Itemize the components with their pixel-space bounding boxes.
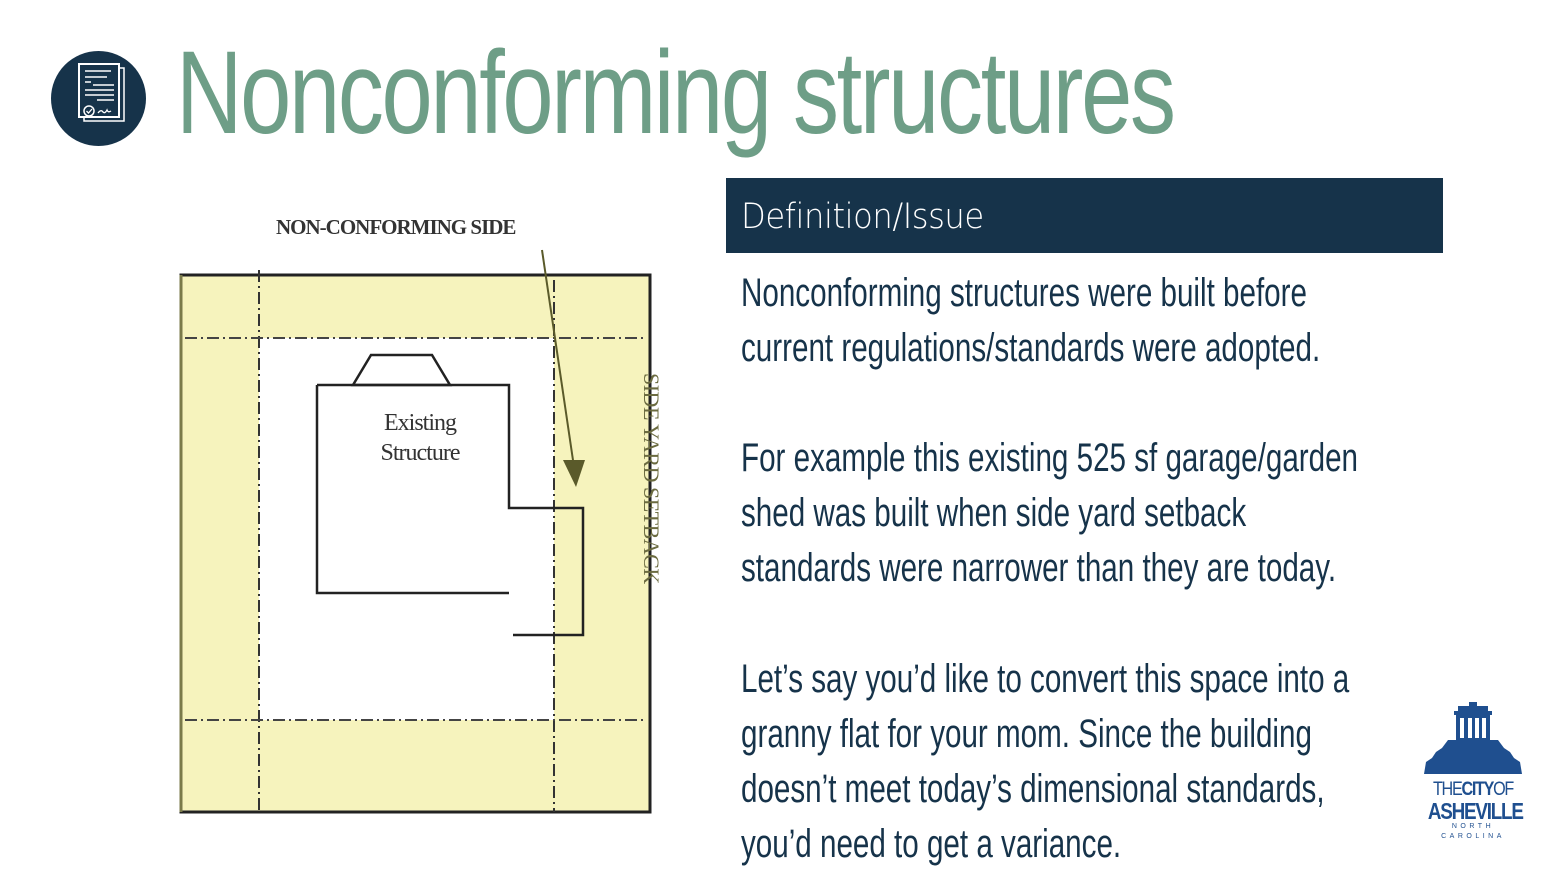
city-of-asheville-logo [1418, 700, 1528, 840]
paragraph-variance [741, 652, 1407, 872]
text-line: Nonconforming structures were built before [741, 271, 1307, 315]
logo-line-north-carolina: NORTH CAROLINA [1441, 823, 1505, 840]
existing-label-line2: Structure [380, 440, 460, 466]
text-line: granny flat for your mom. Since the building [741, 712, 1312, 756]
text-line: doesn’t meet today’s dimensional standards, [741, 767, 1325, 811]
paragraph-definition [741, 266, 1407, 376]
document-certificate-icon [51, 51, 146, 146]
page-title: Nonconforming structures [176, 27, 1174, 159]
existing-label-line1: Existing [383, 410, 456, 436]
non-conforming-side-label: NON-CONFORMING SIDE [276, 215, 516, 239]
definition-header [726, 178, 1443, 253]
text-line: standards were narrower than they are today. [741, 546, 1337, 590]
logo-line-asheville: ASHEVILLE [1427, 798, 1523, 824]
paragraph-example [741, 431, 1407, 596]
site-plan-illustration [170, 205, 670, 825]
text-line: For example this existing 525 sf garage/garden [741, 436, 1359, 480]
existing-structure-label [360, 408, 480, 468]
city-hall-building-icon [1418, 700, 1528, 780]
text-line: shed was built when side yard setback [741, 491, 1247, 535]
definition-header-label: Definition/Issue [741, 197, 984, 237]
setback-diagram [170, 205, 670, 825]
text-line: Let’s say you’d like to convert this space into a [741, 657, 1350, 701]
text-line: current regulations/standards were adopted. [741, 326, 1321, 370]
text-line: you’d need to get a variance. [741, 822, 1122, 866]
logo-line-the-city-of: THECITYOF [1432, 779, 1514, 800]
side-yard-setback-label: SIDE YARD SETBACK [639, 373, 664, 584]
